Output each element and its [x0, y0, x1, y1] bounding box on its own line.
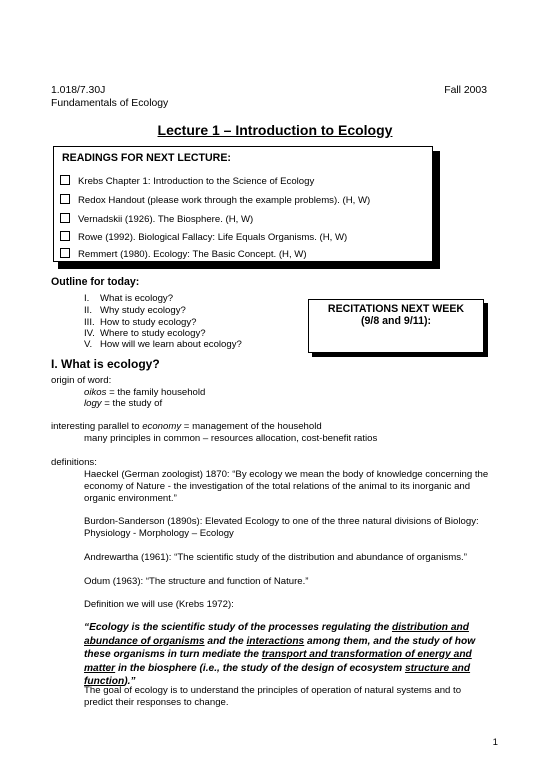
quote-text: and the [204, 635, 247, 647]
course-number: 1.018/7.30J [51, 85, 106, 96]
outline-text: What is ecology? [100, 293, 174, 304]
section-heading: I. What is ecology? [51, 357, 160, 371]
outline-text: Where to study ecology? [100, 328, 206, 339]
reading-item [60, 231, 347, 243]
haeckel-definition: Haeckel (German zoologist) 1870: “By ecology we mean the body of knowledge concerning the economy of Nature - the investigation of the total relations of the animal to its inorganic and organic environment.” [84, 469, 489, 504]
burdon-definition: Burdon-Sanderson (1890s): Elevated Ecology to one of the three natural divisions of Biology: Physiology - Morphology – Ecology [84, 516, 479, 539]
outline-heading: Outline for today: [51, 276, 140, 288]
logy-definition: = the study of [101, 398, 163, 409]
reading-label: Remmert (1980). Ecology: The Basic Concept. (H, W) [78, 249, 307, 260]
reading-item [60, 248, 307, 260]
reading-item [60, 213, 253, 225]
logy-term: logy [84, 398, 102, 409]
reading-label: Vernadskii (1926). The Biosphere. (H, W) [78, 214, 254, 225]
outline-text: Why study ecology? [100, 305, 186, 316]
andrewartha-definition: Andrewartha (1961): “The scientific study of the distribution and abundance of organisms.” [84, 552, 467, 563]
reading-item [60, 194, 370, 206]
logy-line [84, 398, 162, 410]
outline-item [84, 317, 197, 328]
course-title: Fundamentals of Ecology [51, 98, 169, 109]
term: Fall 2003 [444, 85, 487, 96]
outline-number: V. [84, 339, 93, 350]
economy-term: economy [142, 421, 182, 432]
outline-number: III. [84, 317, 95, 328]
outline-item [84, 293, 173, 304]
krebs-definition-quote [84, 621, 492, 689]
outline-item [84, 305, 186, 316]
quote-text: “Ecology is the scientific study of the processes regulating the [84, 622, 392, 633]
checkbox-icon[interactable] [60, 248, 70, 258]
parallel-line [51, 421, 322, 433]
reading-label: Rowe (1992). Biological Fallacy: Life Equals Organisms. (H, W) [78, 232, 348, 243]
outline-text: How to study ecology? [100, 317, 197, 328]
reading-item [60, 175, 314, 187]
ecology-goal: The goal of ecology is to understand the principles of operation of natural systems and to predict their responses to change. [84, 685, 462, 708]
parallel-definition: = management of the household [181, 421, 322, 432]
checkbox-icon[interactable] [60, 175, 70, 185]
krebs-intro: Definition we will use (Krebs 1972): [84, 599, 234, 610]
oikos-definition: = the family household [106, 387, 206, 398]
oikos-term: oikos [84, 387, 107, 398]
origin-label: origin of word: [51, 375, 112, 386]
outline-number: II. [84, 305, 92, 316]
outline-text: How will we learn about ecology? [100, 339, 242, 350]
outline-number: IV. [84, 328, 95, 339]
readings-heading: READINGS FOR NEXT LECTURE: [62, 152, 231, 164]
quote-text: in the biosphere (i.e., the study of the design of ecosystem [115, 662, 405, 674]
page-title: Lecture 1 – Introduction to Ecology [157, 122, 393, 138]
checkbox-icon[interactable] [60, 194, 70, 204]
reading-label: Krebs Chapter 1: Introduction to the Science of Ecology [78, 176, 315, 187]
checkbox-icon[interactable] [60, 231, 70, 241]
odum-definition: Odum (1963): “The structure and function of Nature.” [84, 576, 309, 587]
quote-emphasis: structure and function [84, 662, 471, 687]
quote-text: ).” [124, 676, 136, 687]
outline-item [84, 328, 206, 339]
quote-emphasis: interactions [246, 635, 305, 647]
recitations-box [308, 299, 484, 353]
parallel-subpoint: many principles in common – resources allocation, cost-benefit ratios [84, 433, 378, 444]
quote-emphasis: transport and transformation of energy and matter [84, 649, 472, 674]
outline-number: I. [84, 293, 90, 304]
reading-label: Redox Handout (please work through the example problems). (H, W) [78, 195, 371, 206]
page-number: 1 [492, 737, 498, 748]
recitations-heading: RECITATIONS NEXT WEEK [327, 303, 465, 315]
readings-box [53, 146, 433, 262]
recitations-dates: (9/8 and 9/11): [360, 315, 432, 327]
checkbox-icon[interactable] [60, 213, 70, 223]
quote-emphasis: distribution and abundance of organisms [84, 622, 469, 647]
definitions-label: definitions: [51, 457, 97, 468]
outline-item [84, 339, 242, 350]
quote-text: among them, and the study of how these organisms in turn mediate the [84, 635, 476, 660]
parallel-text: interesting parallel to [51, 421, 143, 432]
